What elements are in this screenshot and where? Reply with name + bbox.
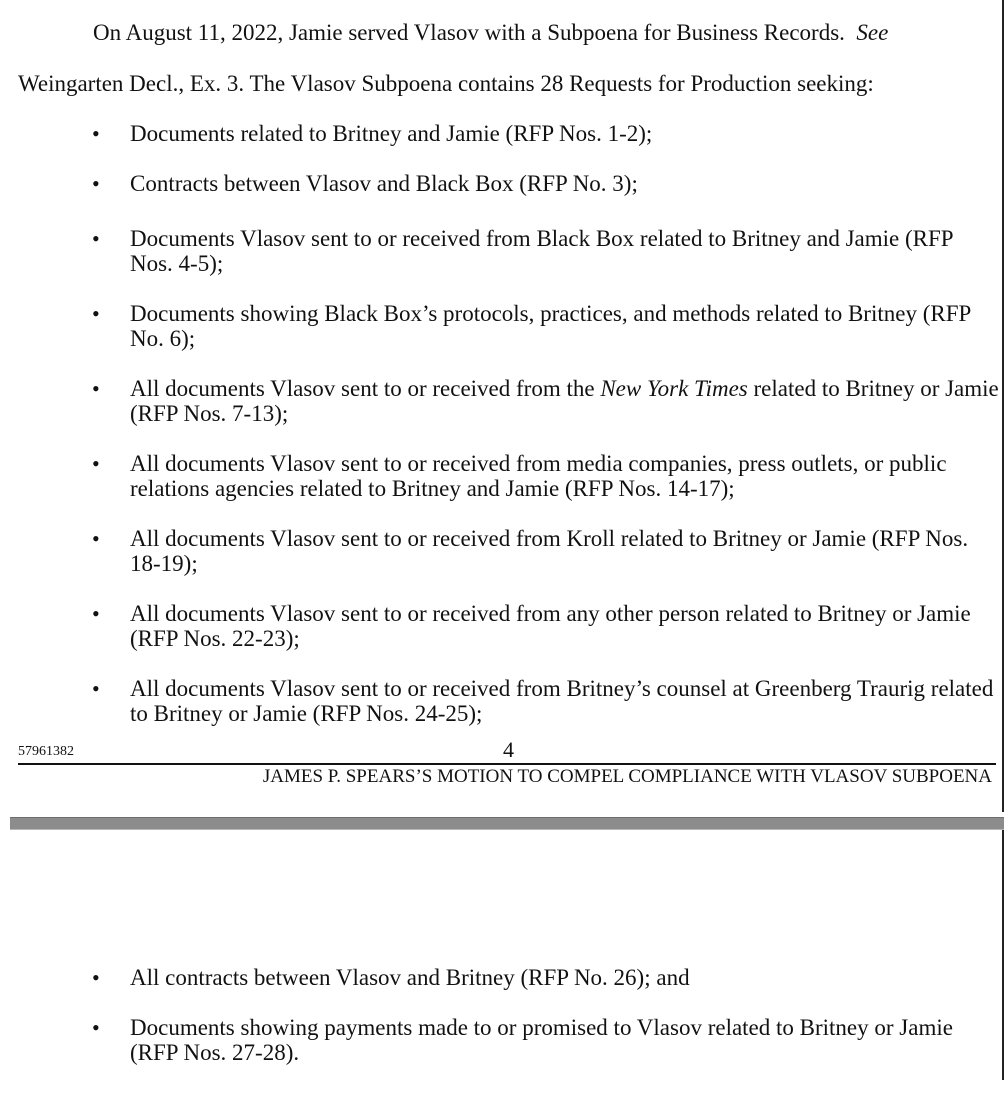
document-id: 57961382: [18, 744, 74, 759]
rfp-item-text: All documents Vlasov sent to or received from the: [130, 376, 601, 401]
page-number: 4: [503, 737, 514, 762]
intro-text: On August 11, 2022, Jamie served Vlasov with a Subpoena for Business Records.: [93, 20, 845, 45]
rfp-list-item: All documents Vlasov sent to or received from media companies, press outlets, or public relations agencies related to Britney and Jamie (RFP Nos. 14-17);: [130, 451, 947, 501]
bullet-marker: •: [92, 226, 100, 251]
bullet-marker: •: [92, 676, 100, 701]
rfp-list-item: All documents Vlasov sent to or received from any other person related to Britney or Jamie (RFP Nos. 22-23);: [130, 601, 971, 651]
bullet-marker: •: [92, 301, 100, 326]
rfp-list-item: Documents showing Black Box’s protocols, practices, and methods related to Britney (RFP No. 6);: [130, 301, 971, 351]
rfp-item-text: related to Britney or Jamie (RFP Nos. 7-13);: [130, 376, 999, 426]
rfp-list-item: All contracts between Vlasov and Britney (RFP No. 26); and: [130, 965, 690, 990]
publication-name: New York Times: [600, 376, 748, 401]
see-signal: See: [856, 20, 889, 45]
bullet-marker: •: [92, 1015, 100, 1040]
page-break-divider: [10, 817, 1004, 830]
bullet-marker: •: [92, 171, 100, 196]
rfp-list-item: All documents Vlasov sent to or received from Kroll related to Britney or Jamie (RFP Nos. 18-19);: [130, 526, 969, 576]
intro-paragraph-line-1: [93, 20, 888, 46]
rfp-list-item: All documents Vlasov sent to or received from Britney’s counsel at Greenberg Traurig related to Britney or Jamie (RFP Nos. 24-25);: [130, 676, 994, 726]
rfp-list-item: Documents Vlasov sent to or received from Black Box related to Britney and Jamie (RFP Nos. 4-5);: [130, 226, 953, 276]
bullet-marker: •: [92, 376, 100, 401]
rfp-list-item: [130, 376, 1000, 426]
bullet-marker: •: [92, 526, 100, 551]
footer-caption: JAMES P. SPEARS’S MOTION TO COMPEL COMPLIANCE WITH VLASOV SUBPOENA: [262, 766, 992, 787]
bullet-marker: •: [92, 601, 100, 626]
intro-paragraph-line-2: Weingarten Decl., Ex. 3. The Vlasov Subpoena contains 28 Requests for Production seeking:: [18, 71, 874, 96]
bullet-marker: •: [92, 451, 100, 476]
bullet-marker: •: [92, 965, 100, 990]
rfp-list-item: Documents showing payments made to or promised to Vlasov related to Britney or Jamie (RFP Nos. 27-28).: [130, 1015, 953, 1065]
document-page-2: [0, 830, 1004, 1100]
rfp-list-item: Contracts between Vlasov and Black Box (RFP No. 3);: [130, 171, 638, 196]
rfp-list-item: Documents related to Britney and Jamie (RFP Nos. 1-2);: [130, 121, 653, 146]
footer-rule: [18, 763, 996, 765]
bullet-marker: •: [92, 121, 100, 146]
